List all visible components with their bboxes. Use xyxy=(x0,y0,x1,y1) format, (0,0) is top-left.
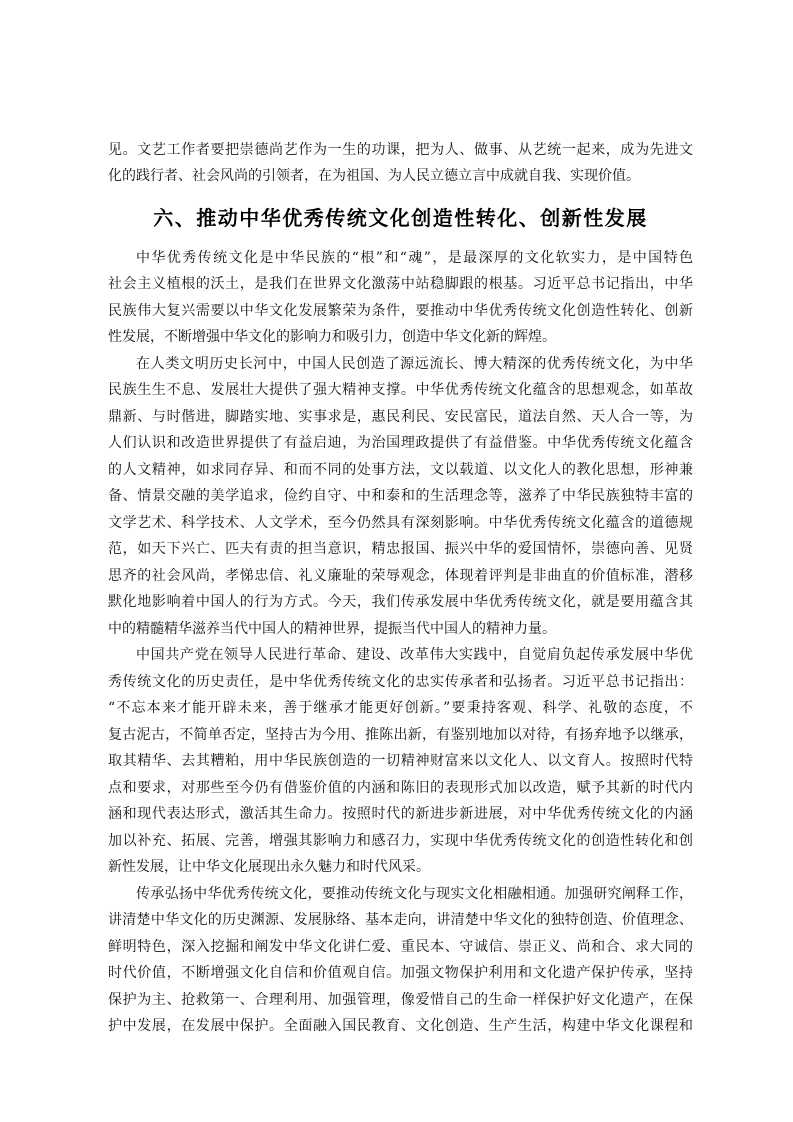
body-text-line: 民族伟大复兴需要以中华文化发展繁荣为条件，要推动中华优秀传统文化创造性转化、创新 xyxy=(108,302,693,319)
body-text-line: 复古泥古，不简单否定，坚持古为今用、推陈出新，有鉴别地加以对待，有扬弃地予以继承， xyxy=(108,726,693,743)
body-text-line: 新性发展，让中华文化展现出永久魅力和时代风采。 xyxy=(108,859,430,876)
body-text-line: 见。文艺工作者要把崇德尚艺作为一生的功课，把为人、做事、从艺统一起来，成为先进文 xyxy=(108,141,693,158)
body-text-line: 化的践行者、社会风尚的引领者，在为祖国、为人民立德立言中成就自我、实现价值。 xyxy=(108,168,640,185)
body-text-line: 中的精髓精华滋养当代中国人的精神世界，提振当代中国人的精神力量。 xyxy=(108,620,556,637)
body-text-line: 范，如天下兴亡、匹夫有责的担当意识，精忠报国、振兴中华的爱国情怀，崇德向善、见贤 xyxy=(108,541,693,558)
body-text-line: 中国共产党在领导人民进行革命、建设、改革伟大实践中，自觉肩负起传承发展中华优 xyxy=(136,647,693,664)
body-text-line: 涵和现代表达形式，激活其生命力。按照时代的新进步新进展，对中华优秀传统文化的内涵 xyxy=(108,806,693,823)
body-text-line: 时代价值，不断增强文化自信和价值观自信。加强文物保护利用和文化遗产保护传承，坚持 xyxy=(108,965,693,982)
body-text-line: 民族生生不息、发展壮大提供了强大精神支撑。中华优秀传统文化蕴含的思想观念，如革故 xyxy=(108,382,693,399)
body-paragraph xyxy=(108,351,693,643)
section-heading: 六、推动中华优秀传统文化创造性转化、创新性发展 xyxy=(153,206,648,230)
body-text xyxy=(108,137,693,1040)
body-text-line: 性发展，不断增强中华文化的影响力和吸引力，创造中华文化新的辉煌。 xyxy=(108,329,556,346)
body-text-line: 社会主义植根的沃土，是我们在世界文化激荡中站稳脚跟的根基。习近平总书记指出，中华 xyxy=(108,276,693,293)
body-text-line: 保护为主、抢救第一、合理利用、加强管理，像爱惜自己的生命一样保护好文化遗产，在保 xyxy=(108,991,693,1008)
body-text-line: 护中发展，在发展中保护。全面融入国民教育、文化创造、生产生活，构建中华文化课程和 xyxy=(108,1018,693,1035)
body-text-line: 加以补充、拓展、完善，增强其影响力和感召力，实现中华优秀传统文化的创造性转化和创 xyxy=(108,832,693,849)
body-text-line: 秀传统文化的历史责任，是中华优秀传统文化的忠实传承者和弘扬者。习近平总书记指出： xyxy=(108,673,693,690)
body-text-line: “不忘本来才能开辟未来，善于继承才能更好创新。”要秉持客观、科学、礼敬的态度，不 xyxy=(108,700,693,717)
body-text-line: 讲清楚中华文化的历史渊源、发展脉络、基本走向，讲清楚中华文化的独特创造、价值理念、 xyxy=(108,912,693,929)
body-text-line: 鲜明特色，深入挖掘和阐发中华文化讲仁爱、重民本、守诚信、崇正义、尚和合、求大同的 xyxy=(108,938,693,955)
body-text-line: 取其精华、去其糟粕，用中华民族创造的一切精神财富来以文化人、以文育人。按照时代特 xyxy=(108,753,693,770)
body-text-line: 的人文精神，如求同存异、和而不同的处事方法，文以载道、以文化人的教化思想，形神兼 xyxy=(108,461,693,478)
body-text-line: 鼎新、与时偕进，脚踏实地、实事求是，惠民利民、安民富民，道法自然、天人合一等，为 xyxy=(108,408,693,425)
body-text-line: 默化地影响着中国人的行为方式。今天，我们传承发展中华优秀传统文化，就是要用蕴含其 xyxy=(108,594,693,611)
body-text-line: 传承弘扬中华优秀传统文化，要推动传统文化与现实文化相融相通。加强研究阐释工作， xyxy=(136,885,693,902)
body-text-line: 人们认识和改造世界提供了有益启迪，为治国理政提供了有益借鉴。中华优秀传统文化蕴含 xyxy=(108,435,693,452)
body-text-line: 备、情景交融的美学追求，俭约自守、中和泰和的生活理念等，滋养了中华民族独特丰富的 xyxy=(108,488,693,505)
body-text-line: 点和要求，对那些至今仍有借鉴价值的内涵和陈旧的表现形式加以改造，赋予其新的时代内 xyxy=(108,779,693,796)
body-text-line: 思齐的社会风尚，孝悌忠信、礼义廉耻的荣辱观念，体现着评判是非曲直的价值标准，潜移 xyxy=(108,567,693,584)
body-text-line: 文学艺术、科学技术、人文学术，至今仍然具有深刻影响。中华优秀传统文化蕴含的道德规 xyxy=(108,514,693,531)
body-text-line: 中华优秀传统文化是中华民族的“根”和“魂”，是最深厚的文化软实力，是中国特色 xyxy=(136,249,693,266)
body-paragraph xyxy=(108,881,693,1040)
body-paragraph xyxy=(108,642,693,881)
body-text-line: 在人类文明历史长河中，中国人民创造了源远流长、博大精深的优秀传统文化，为中华 xyxy=(136,355,693,372)
body-paragraph xyxy=(108,245,693,351)
continued-paragraph xyxy=(108,137,693,190)
